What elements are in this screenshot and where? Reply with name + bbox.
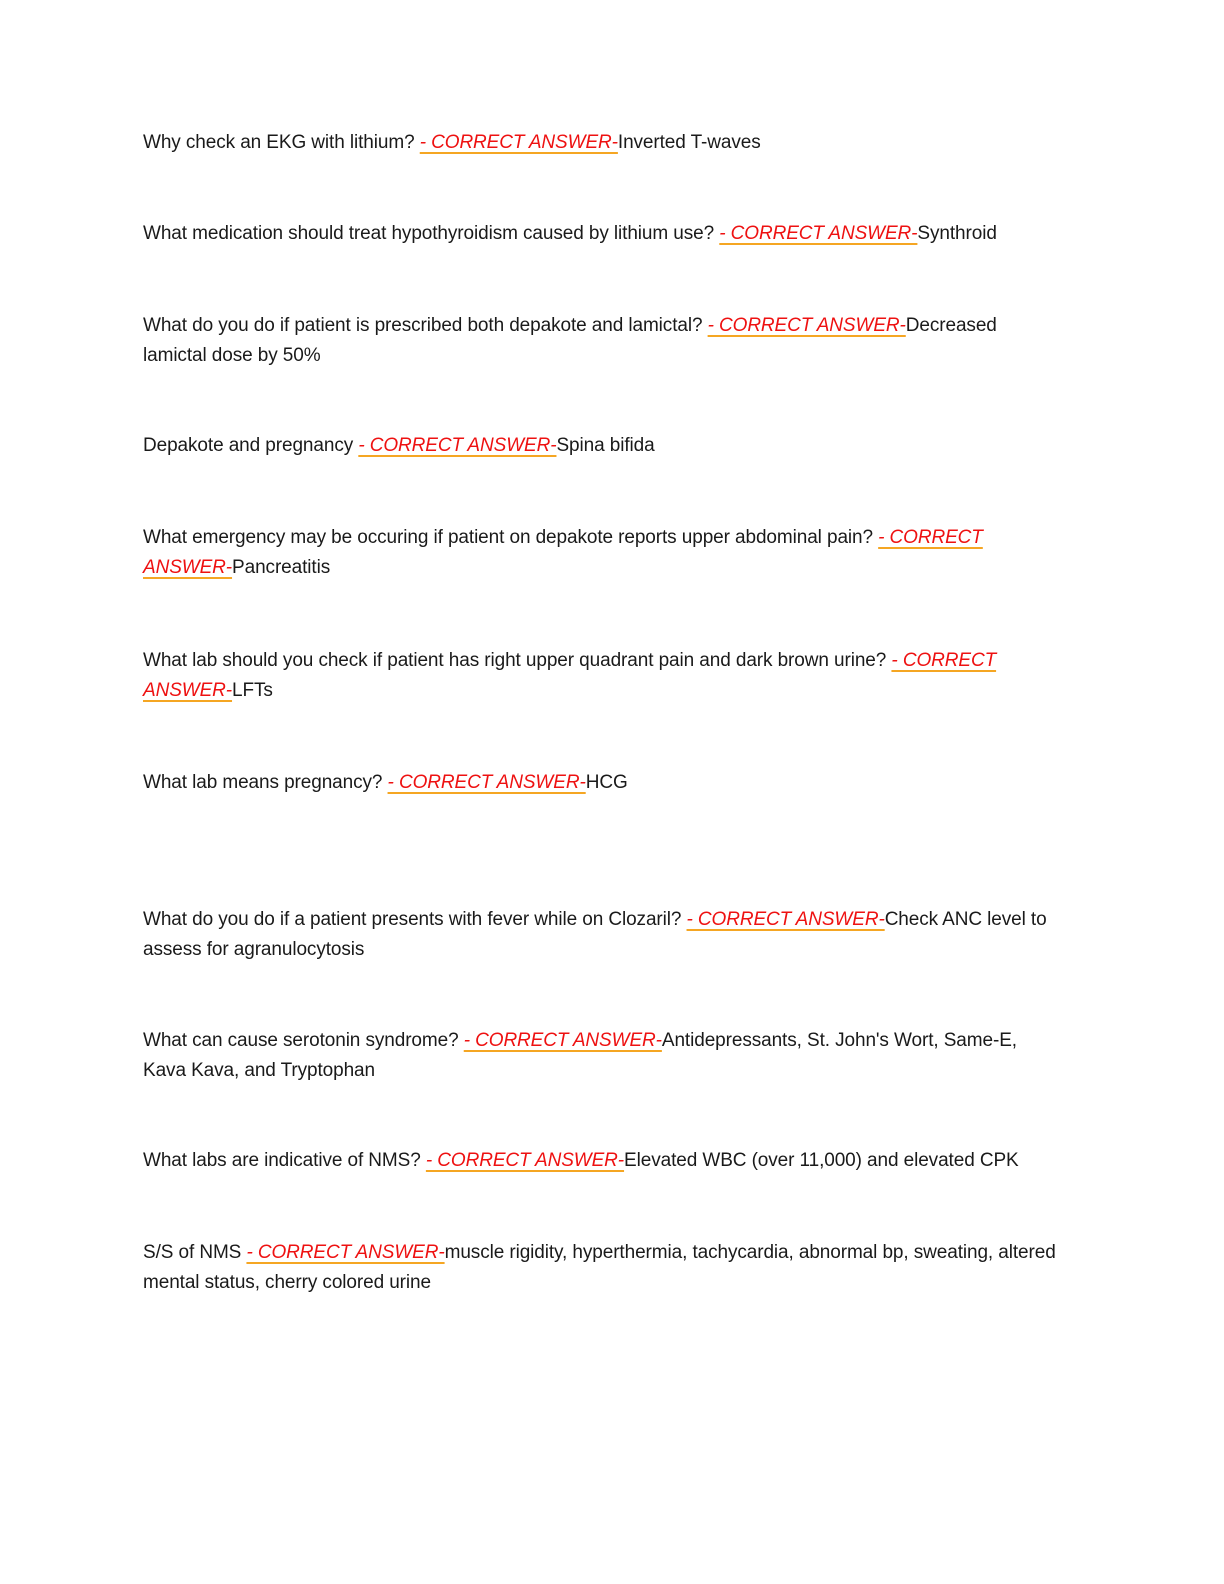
question-text: What emergency may be occuring if patient on depakote reports upper abdominal pain?	[143, 527, 879, 548]
question-text: What lab means pregnancy?	[143, 772, 388, 793]
correct-answer-marker: - CORRECT ANSWER-	[707, 315, 906, 336]
question-text: What do you do if patient is prescribed both depakote and lamictal?	[143, 315, 708, 336]
answer-text: HCG	[585, 772, 628, 793]
qa-item	[143, 646, 1058, 706]
question-text: What can cause serotonin syndrome?	[143, 1030, 464, 1051]
question-text: Depakote and pregnancy	[143, 435, 359, 456]
correct-answer-marker: - CORRECT ANSWER-	[358, 435, 557, 456]
qa-item	[143, 1238, 1058, 1298]
answer-text: Check ANC level to assess for agranulocytosis	[143, 909, 1047, 960]
qa-item	[143, 128, 1058, 158]
question-text: What do you do if a patient presents with fever while on Clozaril?	[143, 909, 687, 930]
correct-answer-marker: - CORRECT ANSWER-	[686, 909, 885, 930]
answer-text: Decreased lamictal dose by 50%	[143, 315, 997, 366]
qa-item	[143, 219, 1058, 249]
qa-item	[143, 905, 1058, 965]
answer-text: Inverted T-waves	[617, 132, 761, 153]
qa-item	[143, 523, 1058, 583]
qa-item	[143, 1146, 1058, 1176]
question-text: What lab should you check if patient has right upper quadrant pain and dark brown urine?	[143, 650, 892, 671]
correct-answer-marker: - CORRECT ANSWER-	[719, 223, 918, 244]
qa-item	[143, 1026, 1058, 1086]
qa-item	[143, 768, 1058, 798]
correct-answer-marker: - CORRECT ANSWER-	[246, 1242, 445, 1263]
qa-item	[143, 431, 1058, 461]
qa-item	[143, 311, 1058, 371]
question-text: S/S of NMS	[143, 1242, 247, 1263]
answer-text: Synthroid	[917, 223, 997, 244]
question-text: Why check an EKG with lithium?	[143, 132, 420, 153]
correct-answer-marker: - CORRECT ANSWER-	[463, 1030, 662, 1051]
answer-text: Pancreatitis	[232, 557, 331, 578]
correct-answer-marker: - CORRECT ANSWER-	[143, 527, 983, 578]
correct-answer-marker: - CORRECT ANSWER-	[425, 1150, 625, 1171]
answer-text: LFTs	[232, 680, 273, 701]
question-text: What labs are indicative of NMS?	[143, 1150, 426, 1171]
question-text: What medication should treat hypothyroidism caused by lithium use?	[143, 223, 720, 244]
correct-answer-marker: - CORRECT ANSWER-	[419, 132, 618, 153]
correct-answer-marker: - CORRECT ANSWER-	[143, 650, 997, 701]
answer-text: Antidepressants, St. John's Wort, Same-E, Kava Kava, and Tryptophan	[143, 1030, 1017, 1081]
correct-answer-marker: - CORRECT ANSWER-	[387, 772, 586, 793]
answer-text: muscle rigidity, hyperthermia, tachycardia, abnormal bp, sweating, altered mental status, cherry colored urine	[143, 1242, 1056, 1293]
answer-text: Spina bifida	[556, 435, 655, 456]
answer-text: Elevated WBC (over 11,000) and elevated CPK	[624, 1150, 1019, 1171]
